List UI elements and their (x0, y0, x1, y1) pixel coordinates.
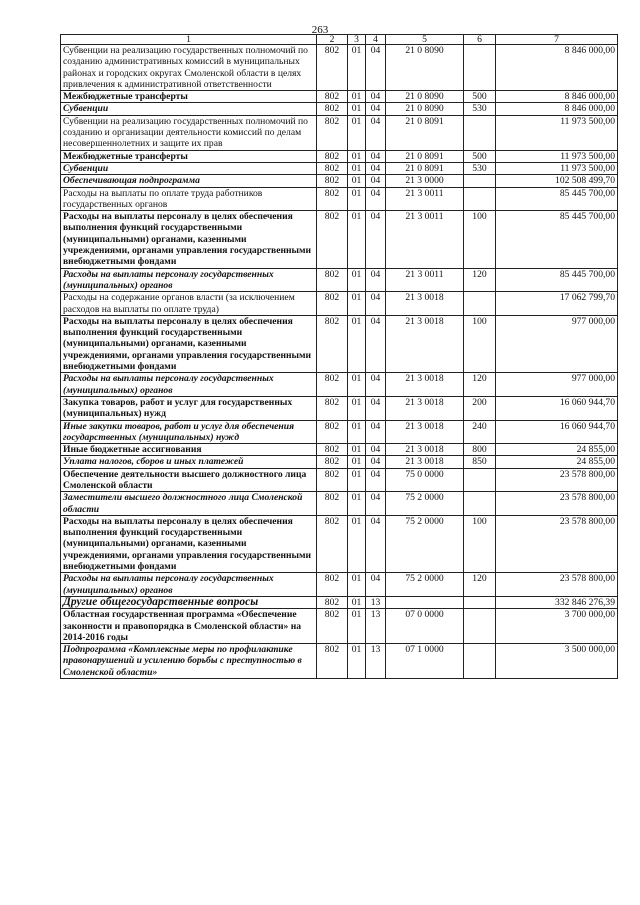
subsection-code-cell: 04 (366, 211, 386, 268)
ministry-code-cell: 802 (317, 162, 348, 174)
subsection-code-cell: 04 (366, 444, 386, 456)
target-article-cell: 21 3 0018 (386, 315, 464, 372)
budget-table (60, 34, 618, 679)
expense-name-cell: Обеспечение деятельности высшего должностного лица Смоленской области (61, 468, 317, 492)
table-row (61, 456, 618, 468)
expense-name-cell: Закупка товаров, работ и услуг для государственных (муниципальных) нужд (61, 396, 317, 420)
subsection-code-cell: 04 (366, 115, 386, 150)
subsection-code-cell: 04 (366, 150, 386, 162)
section-code-cell: 01 (348, 175, 366, 187)
subsection-code-cell: 04 (366, 515, 386, 572)
subsection-code-cell: 04 (366, 187, 386, 211)
expense-type-cell: 100 (464, 515, 496, 572)
target-article-cell: 21 0 8090 (386, 91, 464, 103)
amount-cell: 11 973 500,00 (496, 150, 618, 162)
subsection-code-cell: 04 (366, 373, 386, 397)
expense-name-cell: Межбюджетные трансферты (61, 150, 317, 162)
table-row (61, 292, 618, 316)
expense-type-cell: 850 (464, 456, 496, 468)
table-row (61, 268, 618, 292)
section-code-cell: 01 (348, 420, 366, 444)
expense-type-cell: 530 (464, 103, 496, 115)
table-row (61, 175, 618, 187)
ministry-code-cell: 802 (317, 573, 348, 597)
section-code-cell: 01 (348, 396, 366, 420)
table-row (61, 115, 618, 150)
amount-cell: 102 508 499,70 (496, 175, 618, 187)
table-row (61, 420, 618, 444)
expense-name-cell: Подпрограмма «Комплексные меры по профилактике правонарушений и усилению борьбы с преступностью в Смоленской области» (61, 644, 317, 679)
subsection-code-cell: 04 (366, 456, 386, 468)
target-article-cell: 21 3 0011 (386, 268, 464, 292)
ministry-code-cell: 802 (317, 115, 348, 150)
ministry-code-cell: 802 (317, 596, 348, 608)
expense-type-cell: 100 (464, 315, 496, 372)
table-row (61, 187, 618, 211)
expense-name-cell: Субвенции на реализацию государственных полномочий по созданию и организации деятельности комиссий по делам несовершеннолетних и защите их прав (61, 115, 317, 150)
expense-name-cell: Субвенции (61, 103, 317, 115)
subsection-code-cell: 04 (366, 396, 386, 420)
amount-cell: 332 846 276,39 (496, 596, 618, 608)
amount-cell: 3 500 000,00 (496, 644, 618, 679)
amount-cell: 85 445 700,00 (496, 187, 618, 211)
table-row (61, 396, 618, 420)
ministry-code-cell: 802 (317, 103, 348, 115)
ministry-code-cell: 802 (317, 515, 348, 572)
amount-cell: 11 973 500,00 (496, 162, 618, 174)
subsection-code-cell: 13 (366, 596, 386, 608)
table-row (61, 373, 618, 397)
expense-type-cell (464, 468, 496, 492)
ministry-code-cell: 802 (317, 468, 348, 492)
header-col-6: 6 (464, 35, 496, 45)
ministry-code-cell: 802 (317, 373, 348, 397)
expense-name-cell: Расходы на выплаты персоналу государственных (муниципальных) органов (61, 573, 317, 597)
expense-type-cell (464, 45, 496, 91)
expense-type-cell: 800 (464, 444, 496, 456)
table-header-row (61, 35, 618, 45)
table-row (61, 103, 618, 115)
section-code-cell: 01 (348, 103, 366, 115)
target-article-cell: 21 3 0011 (386, 211, 464, 268)
expense-type-cell: 120 (464, 268, 496, 292)
table-row (61, 644, 618, 679)
section-code-cell: 01 (348, 162, 366, 174)
expense-name-cell: Заместители высшего должностного лица Смоленской области (61, 492, 317, 516)
ministry-code-cell: 802 (317, 175, 348, 187)
subsection-code-cell: 04 (366, 573, 386, 597)
section-code-cell: 01 (348, 91, 366, 103)
section-code-cell: 01 (348, 468, 366, 492)
page-number: 263 (311, 24, 329, 36)
header-col-5: 5 (386, 35, 464, 45)
ministry-code-cell: 802 (317, 268, 348, 292)
subsection-code-cell: 04 (366, 268, 386, 292)
amount-cell: 8 846 000,00 (496, 91, 618, 103)
subsection-code-cell: 04 (366, 292, 386, 316)
subsection-code-cell: 13 (366, 609, 386, 644)
table-row (61, 609, 618, 644)
ministry-code-cell: 802 (317, 150, 348, 162)
amount-cell: 8 846 000,00 (496, 45, 618, 91)
ministry-code-cell: 802 (317, 444, 348, 456)
expense-type-cell: 100 (464, 211, 496, 268)
target-article-cell: 75 2 0000 (386, 573, 464, 597)
subsection-code-cell: 13 (366, 644, 386, 679)
target-article-cell: 21 0 8091 (386, 150, 464, 162)
expense-type-cell (464, 644, 496, 679)
subsection-code-cell: 04 (366, 162, 386, 174)
amount-cell: 23 578 800,00 (496, 492, 618, 516)
amount-cell: 977 000,00 (496, 315, 618, 372)
section-code-cell: 01 (348, 45, 366, 91)
subsection-code-cell: 04 (366, 175, 386, 187)
target-article-cell: 21 3 0018 (386, 420, 464, 444)
ministry-code-cell: 802 (317, 187, 348, 211)
amount-cell: 23 578 800,00 (496, 515, 618, 572)
expense-name-cell: Субвенции на реализацию государственных полномочий по созданию административных комиссий в муниципальных районах и городских округах Смоленской области в целях привлечения к административной ответственности (61, 45, 317, 91)
ministry-code-cell: 802 (317, 211, 348, 268)
expense-type-cell (464, 175, 496, 187)
target-article-cell: 21 3 0018 (386, 292, 464, 316)
expense-type-cell: 120 (464, 373, 496, 397)
expense-type-cell: 120 (464, 573, 496, 597)
target-article-cell: 21 0 8090 (386, 103, 464, 115)
table-row (61, 596, 618, 608)
table-row (61, 468, 618, 492)
expense-name-cell: Субвенции (61, 162, 317, 174)
amount-cell: 85 445 700,00 (496, 268, 618, 292)
expense-name-cell: Другие общегосударственные вопросы (61, 596, 317, 608)
target-article-cell: 21 3 0018 (386, 396, 464, 420)
expense-type-cell: 500 (464, 91, 496, 103)
section-code-cell: 01 (348, 609, 366, 644)
subsection-code-cell: 04 (366, 492, 386, 516)
subsection-code-cell: 04 (366, 315, 386, 372)
expense-name-cell: Расходы на выплаты персоналу государственных (муниципальных) органов (61, 373, 317, 397)
expense-name-cell: Расходы на выплаты персоналу государственных (муниципальных) органов (61, 268, 317, 292)
table-row (61, 444, 618, 456)
amount-cell: 8 846 000,00 (496, 103, 618, 115)
target-article-cell: 75 2 0000 (386, 492, 464, 516)
table-body (61, 45, 618, 679)
header-col-4: 4 (366, 35, 386, 45)
section-code-cell: 01 (348, 456, 366, 468)
expense-type-cell: 500 (464, 150, 496, 162)
target-article-cell: 21 3 0000 (386, 175, 464, 187)
ministry-code-cell: 802 (317, 292, 348, 316)
section-code-cell: 01 (348, 644, 366, 679)
section-code-cell: 01 (348, 315, 366, 372)
expense-type-cell: 200 (464, 396, 496, 420)
expense-name-cell: Иные бюджетные ассигнования (61, 444, 317, 456)
ministry-code-cell: 802 (317, 396, 348, 420)
amount-cell: 24 855,00 (496, 456, 618, 468)
expense-name-cell: Расходы на выплаты по оплате труда работников государственных органов (61, 187, 317, 211)
section-code-cell: 01 (348, 187, 366, 211)
target-article-cell: 21 0 8090 (386, 45, 464, 91)
amount-cell: 24 855,00 (496, 444, 618, 456)
expense-type-cell (464, 292, 496, 316)
amount-cell: 23 578 800,00 (496, 573, 618, 597)
expense-type-cell: 240 (464, 420, 496, 444)
expense-name-cell: Расходы на выплаты персоналу в целях обеспечения выполнения функций государственными (муниципальными) органами, казенными учреждениями, органами управления государственными внебюджетными фондами (61, 515, 317, 572)
header-col-1: 1 (61, 35, 317, 45)
subsection-code-cell: 04 (366, 103, 386, 115)
table-row (61, 492, 618, 516)
target-article-cell: 07 1 0000 (386, 644, 464, 679)
ministry-code-cell: 802 (317, 45, 348, 91)
target-article-cell: 21 3 0018 (386, 444, 464, 456)
amount-cell: 11 973 500,00 (496, 115, 618, 150)
ministry-code-cell: 802 (317, 456, 348, 468)
section-code-cell: 01 (348, 515, 366, 572)
table-row (61, 573, 618, 597)
expense-type-cell (464, 609, 496, 644)
table-row (61, 162, 618, 174)
target-article-cell: 21 3 0011 (386, 187, 464, 211)
header-col-2: 2 (317, 35, 348, 45)
ministry-code-cell: 802 (317, 420, 348, 444)
section-code-cell: 01 (348, 596, 366, 608)
amount-cell: 16 060 944,70 (496, 396, 618, 420)
table-row (61, 91, 618, 103)
subsection-code-cell: 04 (366, 45, 386, 91)
expense-name-cell: Уплата налогов, сборов и иных платежей (61, 456, 317, 468)
amount-cell: 17 062 799,70 (496, 292, 618, 316)
section-code-cell: 01 (348, 573, 366, 597)
subsection-code-cell: 04 (366, 468, 386, 492)
table-row (61, 150, 618, 162)
expense-type-cell (464, 492, 496, 516)
target-article-cell: 21 3 0018 (386, 373, 464, 397)
section-code-cell: 01 (348, 444, 366, 456)
subsection-code-cell: 04 (366, 91, 386, 103)
table-row (61, 315, 618, 372)
target-article-cell: 75 2 0000 (386, 515, 464, 572)
amount-cell: 3 700 000,00 (496, 609, 618, 644)
expense-type-cell (464, 596, 496, 608)
section-code-cell: 01 (348, 150, 366, 162)
expense-type-cell (464, 115, 496, 150)
expense-name-cell: Обеспечивающая подпрограмма (61, 175, 317, 187)
expense-name-cell: Расходы на выплаты персоналу в целях обеспечения выполнения функций государственными (муниципальными) органами, казенными учреждениями, органами управления государственными внебюджетными фондами (61, 211, 317, 268)
ministry-code-cell: 802 (317, 609, 348, 644)
target-article-cell (386, 596, 464, 608)
expense-name-cell: Межбюджетные трансферты (61, 91, 317, 103)
target-article-cell: 07 0 0000 (386, 609, 464, 644)
subsection-code-cell: 04 (366, 420, 386, 444)
amount-cell: 16 060 944,70 (496, 420, 618, 444)
expense-type-cell (464, 187, 496, 211)
section-code-cell: 01 (348, 115, 366, 150)
ministry-code-cell: 802 (317, 492, 348, 516)
expense-name-cell: Расходы на содержание органов власти (за исключением расходов на выплаты по оплате труда) (61, 292, 317, 316)
target-article-cell: 21 0 8091 (386, 162, 464, 174)
expense-name-cell: Расходы на выплаты персоналу в целях обеспечения выполнения функций государственными (муниципальными) органами, казенными учреждениями, органами управления государственными внебюджетными фондами (61, 315, 317, 372)
expense-type-cell: 530 (464, 162, 496, 174)
section-code-cell: 01 (348, 268, 366, 292)
amount-cell: 85 445 700,00 (496, 211, 618, 268)
amount-cell: 977 000,00 (496, 373, 618, 397)
section-code-cell: 01 (348, 492, 366, 516)
ministry-code-cell: 802 (317, 315, 348, 372)
amount-cell: 23 578 800,00 (496, 468, 618, 492)
header-col-7: 7 (496, 35, 618, 45)
section-code-cell: 01 (348, 292, 366, 316)
ministry-code-cell: 802 (317, 644, 348, 679)
target-article-cell: 21 3 0018 (386, 456, 464, 468)
ministry-code-cell: 802 (317, 91, 348, 103)
table-row (61, 45, 618, 91)
expense-name-cell: Иные закупки товаров, работ и услуг для обеспечения государственных (муниципальных) нужд (61, 420, 317, 444)
table-row (61, 211, 618, 268)
target-article-cell: 75 0 0000 (386, 468, 464, 492)
section-code-cell: 01 (348, 373, 366, 397)
target-article-cell: 21 0 8091 (386, 115, 464, 150)
table-row (61, 515, 618, 572)
section-code-cell: 01 (348, 211, 366, 268)
header-col-3: 3 (348, 35, 366, 45)
expense-name-cell: Областная государственная программа «Обеспечение законности и правопорядка в Смоленской области» на 2014-2016 годы (61, 609, 317, 644)
